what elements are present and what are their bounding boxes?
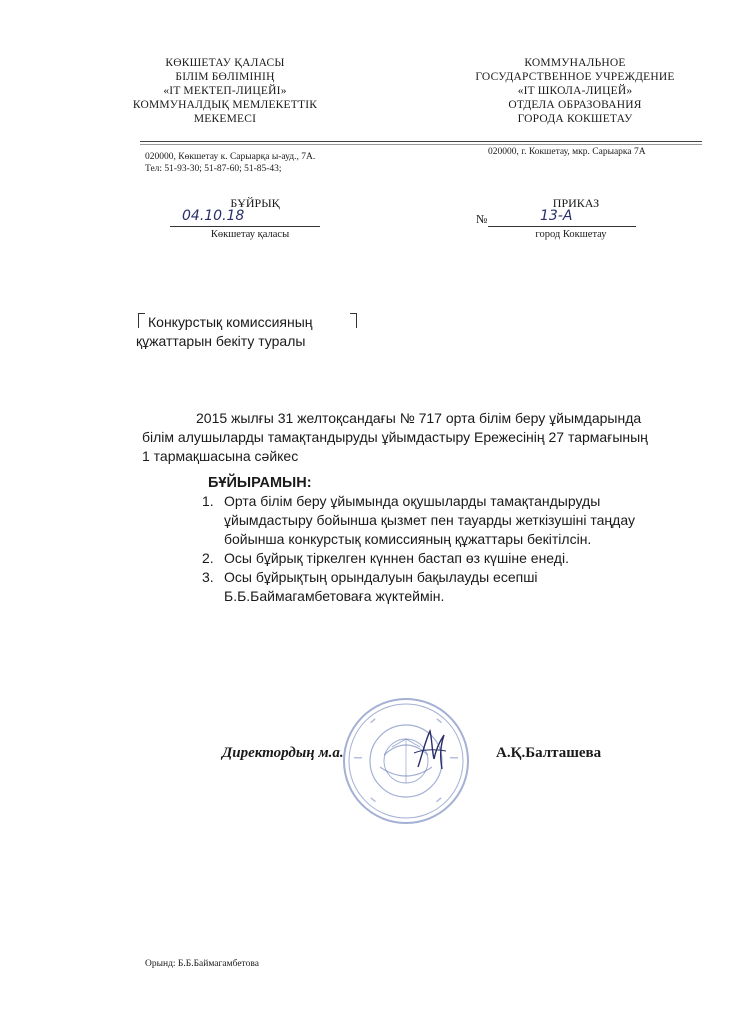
signature-name: А.Қ.Балташева (496, 745, 602, 761)
list-item (202, 568, 722, 606)
list-item-line: Б.Б.Баймагамбетоваға жүктеймін. (224, 588, 445, 604)
list-item-line: Осы бұйрық тіркелген күннен бастап өз күшіне енеді. (224, 550, 569, 566)
header-right-line: «IT ШКОЛА-ЛИЦЕЙ» (517, 85, 633, 97)
order-number-handwritten: 13-А (540, 208, 573, 224)
list-item-number: 2. (202, 550, 214, 566)
header-left-line: КОММУНАЛДЫҚ МЕМЛЕКЕТТІК (132, 99, 318, 111)
header-left-line: КӨКШЕТАУ ҚАЛАСЫ (165, 57, 285, 69)
list-item-number: 3. (202, 569, 214, 585)
order-left-city: Көкшетау қаласы (210, 229, 290, 240)
list-item-line: бойынша конкурстық комиссияның құжаттары бекітілсін. (224, 531, 592, 547)
official-stamp (340, 695, 472, 827)
list-item-line: ұйымдастыру бойынша қызмет пен тауарды жеткізушіні таңдау (224, 512, 635, 528)
order-number-prefix: № (476, 212, 488, 226)
order-date-underline (170, 226, 320, 227)
list-item-line: Орта білім беру ұйымында оқушыларды тамақтандыруды (224, 493, 601, 509)
order-right-label: ПРИКАЗ (552, 196, 600, 210)
subject-block (136, 313, 376, 351)
order-number-underline (488, 226, 636, 227)
order-left-block (160, 196, 320, 241)
header-right-line: КОММУНАЛЬНОЕ (524, 57, 626, 69)
subject-bracket-right (350, 313, 357, 328)
order-date-handwritten: 04.10.18 (182, 208, 245, 224)
preamble-line-3: 1 тармақшасына сәйкес (142, 448, 299, 464)
header-divider (140, 141, 702, 142)
order-left-label: БҰЙРЫҚ (230, 196, 280, 210)
phones-left: Тел: 51-93-30; 51-87-60; 51-85-43; (145, 164, 282, 174)
preamble-line-2: білім алушыларды тамақтандыруды ұйымдастыру Ережесінің 27 тармағының (142, 429, 648, 445)
subject-line-2: құжаттарын бекіту туралы (136, 333, 306, 349)
header-left-org (130, 56, 320, 126)
footer-executor: Орынд: Б.Б.Баймагамбетова (145, 959, 259, 969)
header-left-line: «IT МЕКТЕП-ЛИЦЕЙІ» (163, 85, 287, 97)
list-item-number: 1. (202, 493, 214, 509)
order-right-block (476, 196, 636, 241)
list-item (202, 549, 722, 568)
directive-heading: БҰЙЫРАМЫН: (208, 475, 312, 491)
header-right-line: ГОРОДА КОКШЕТАУ (517, 113, 633, 125)
header-right-address: 020000, г. Кокшетау, мкр. Сарыарка 7А (488, 147, 646, 157)
preamble-line-1: 2015 жылғы 31 желтоқсандағы № 717 орта білім беру ұйымдарында (196, 410, 642, 426)
order-right-city: город Кокшетау (535, 229, 607, 240)
header-left-line: БІЛІМ БӨЛІМІНІҢ (175, 71, 275, 83)
header-right-org (460, 56, 690, 126)
subject-line-1: Конкурстық комиссияның (148, 314, 313, 330)
header-left-address (145, 151, 405, 175)
preamble (142, 409, 722, 466)
signature-position: Директордың м.а. (222, 745, 344, 761)
address-left: 020000, Көкшетау к. Сарыарқа ы-ауд., 7А. (145, 152, 316, 162)
handwritten-signature (410, 725, 450, 775)
header-divider-thin (140, 144, 702, 145)
list-item (202, 492, 722, 549)
directive-items (202, 492, 722, 606)
subject-bracket-left (138, 313, 145, 328)
header-right-line: ГОСУДАРСТВЕННОЕ УЧРЕЖДЕНИЕ (475, 71, 675, 83)
list-item-line: Осы бұйрықтың орындалуын бақылауды есепші (224, 569, 538, 585)
header-right-line: ОТДЕЛА ОБРАЗОВАНИЯ (508, 99, 642, 111)
header-left-line: МЕКЕМЕСІ (193, 113, 257, 125)
